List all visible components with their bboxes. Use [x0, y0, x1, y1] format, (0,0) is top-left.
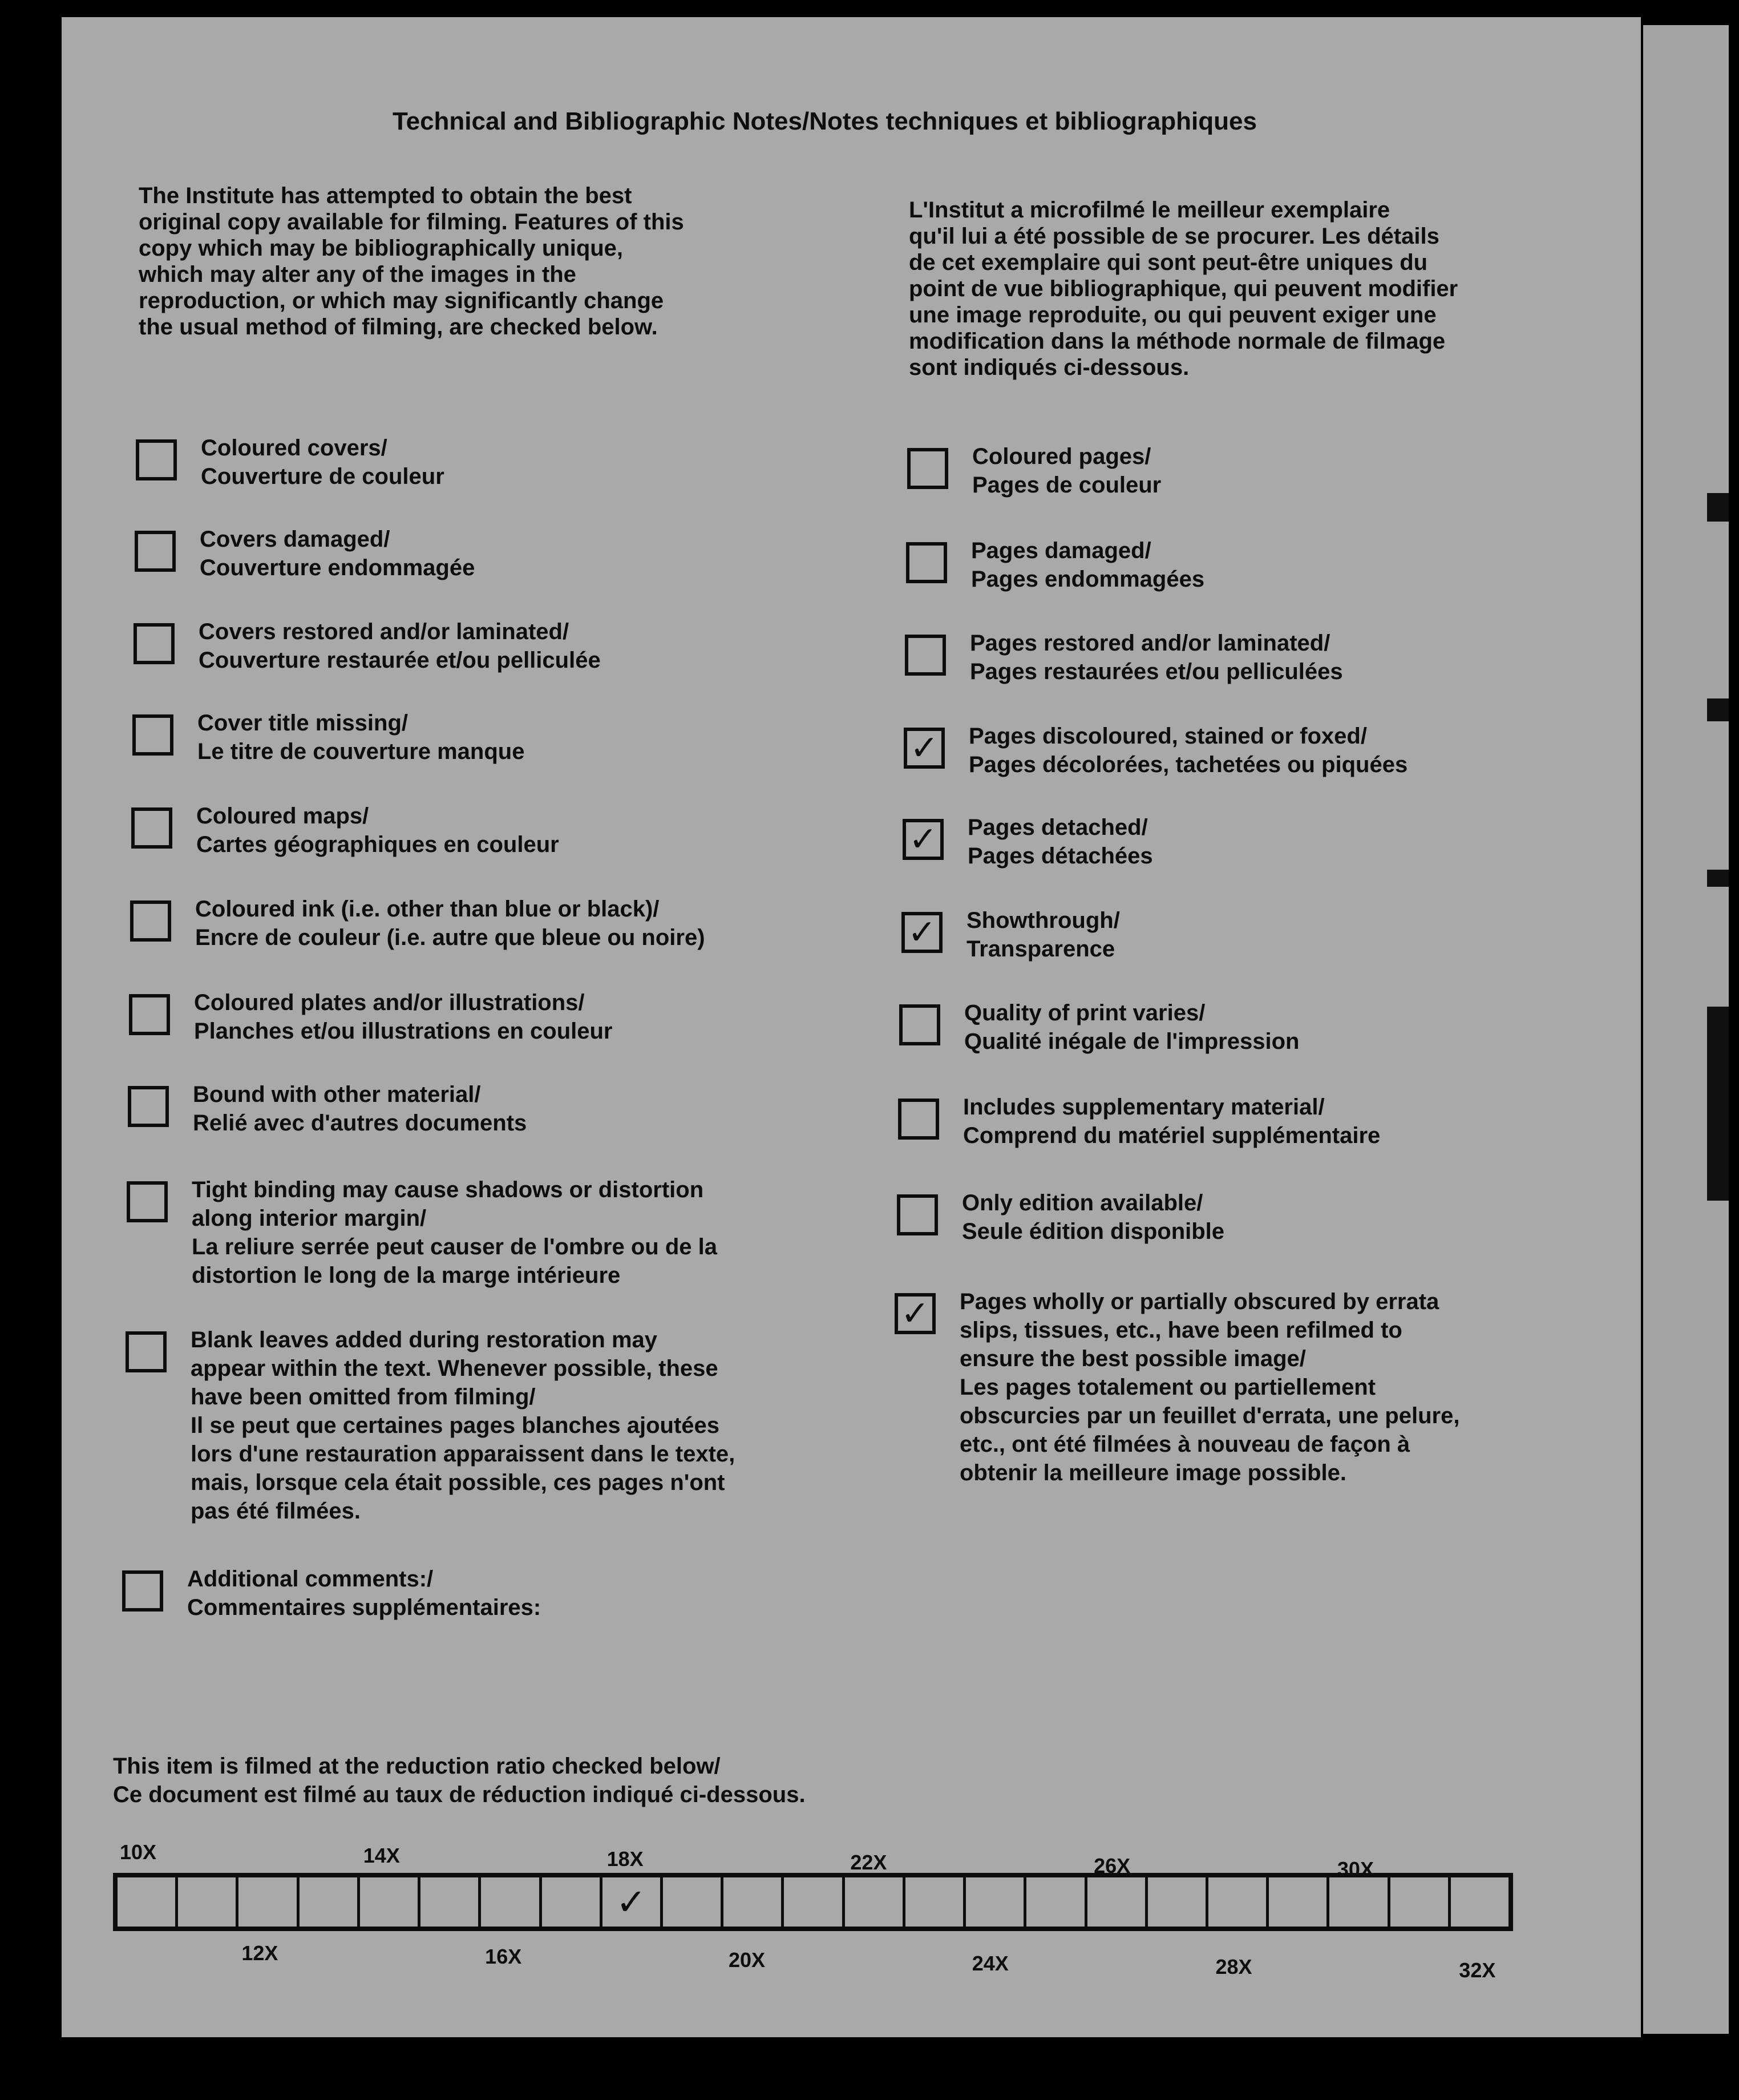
checkbox[interactable]	[906, 542, 947, 583]
checkbox[interactable]: ✓	[895, 1293, 936, 1334]
ratio-bottom-label: 24X	[972, 1952, 1009, 1975]
ratio-cell[interactable]	[300, 1877, 360, 1927]
label-line: Only edition available/	[962, 1190, 1203, 1215]
label-line: obtenir la meilleure image possible.	[960, 1460, 1346, 1485]
label-line: appear within the text. Whenever possible, these	[191, 1356, 718, 1381]
left-item	[131, 803, 559, 859]
label-line: Pages de couleur	[972, 472, 1162, 498]
left-item	[132, 710, 525, 766]
left-item	[136, 435, 444, 491]
label-line: Seule édition disponible	[962, 1219, 1225, 1244]
checkbox-label	[195, 895, 705, 952]
right-item	[907, 444, 1162, 499]
checkbox[interactable]	[897, 1194, 938, 1235]
intro-line: modification dans la méthode normale de filmage	[909, 329, 1446, 354]
intro-line: sont indiqués ci-dessous.	[909, 355, 1190, 380]
left-item	[128, 1082, 527, 1137]
adjacent-page-edge	[1643, 25, 1729, 2034]
label-line: Coloured plates and/or illustrations/	[194, 990, 585, 1015]
ratio-cell[interactable]	[481, 1877, 541, 1927]
right-item	[905, 631, 1343, 686]
left-item	[129, 990, 613, 1045]
ratio-bottom-label: 20X	[728, 1948, 766, 1972]
label-line: etc., ont été filmées à nouveau de façon à	[960, 1432, 1410, 1457]
label-line: slips, tissues, etc., have been refilmed to	[960, 1318, 1402, 1343]
checkbox-label	[201, 434, 444, 491]
right-item	[901, 908, 1120, 963]
ratio-cell[interactable]	[966, 1877, 1026, 1927]
right-item	[903, 815, 1153, 870]
checkbox-label	[962, 1189, 1224, 1246]
ratio-cell[interactable]	[360, 1877, 420, 1927]
ratio-cell[interactable]	[1329, 1877, 1390, 1927]
label-line: Coloured pages/	[972, 444, 1151, 469]
ratio-cell[interactable]	[1390, 1877, 1451, 1927]
left-item	[126, 1327, 735, 1525]
ratio-cell[interactable]	[178, 1877, 238, 1927]
checkbox[interactable]	[907, 448, 948, 489]
ratio-line: This item is filmed at the reduction ratio checked below/	[113, 1754, 721, 1779]
checkbox[interactable]: ✓	[901, 912, 943, 953]
ratio-top-label: 30X	[1337, 1857, 1374, 1881]
label-line: Les pages totalement ou partiellement	[960, 1375, 1376, 1400]
checkbox[interactable]	[135, 531, 176, 572]
label-line: Coloured ink (i.e. other than blue or black)/	[195, 896, 660, 922]
label-line: Covers restored and/or laminated/	[199, 619, 569, 644]
label-line: Covers damaged/	[200, 527, 390, 552]
ratio-top-label: 26X	[1094, 1854, 1131, 1877]
ratio-cell[interactable]	[542, 1877, 602, 1927]
intro-line: original copy available for filming. Features of this	[139, 209, 684, 235]
checkbox[interactable]	[132, 714, 173, 756]
label-line: Commentaires supplémentaires:	[187, 1595, 541, 1620]
checkbox[interactable]: ✓	[904, 728, 945, 769]
checkbox-label	[199, 617, 601, 675]
label-line: pas été filmées.	[191, 1499, 361, 1524]
reduction-ratio-heading	[113, 1752, 806, 1809]
page-title: Technical and Bibliographic Notes/Notes techniques et bibliographiques	[393, 107, 1257, 135]
label-line: Blank leaves added during restoration may	[191, 1327, 658, 1352]
checkbox-label	[194, 988, 613, 1045]
intro-line: copy which may be bibliographically unique,	[139, 236, 624, 261]
label-line: Pages damaged/	[971, 538, 1151, 563]
ratio-top-label: 10X	[120, 1840, 157, 1864]
ratio-cell[interactable]	[723, 1877, 784, 1927]
checkbox[interactable]	[126, 1331, 167, 1372]
ratio-bottom-label: 32X	[1459, 1958, 1496, 1982]
label-line: Cover title missing/	[197, 710, 408, 736]
label-line: mais, lorsque cela était possible, ces pages n'ont	[191, 1470, 725, 1495]
label-line: Additional comments:/	[187, 1566, 434, 1592]
label-line: La reliure serrée peut causer de l'ombre ou de la	[192, 1234, 717, 1259]
ratio-top-label: 14X	[363, 1844, 400, 1867]
label-line: Pages décolorées, tachetées ou piquées	[969, 752, 1408, 777]
ratio-line: Ce document est filmé au taux de réduction indiqué ci-dessous.	[113, 1782, 806, 1807]
label-line: have been omitted from filming/	[191, 1384, 536, 1410]
ratio-cell[interactable]	[845, 1877, 905, 1927]
intro-line: L'Institut a microfilmé le meilleur exemplaire	[909, 197, 1390, 223]
checkbox[interactable]	[899, 1004, 940, 1045]
label-line: Coloured covers/	[201, 435, 387, 461]
checkbox-label	[968, 813, 1153, 870]
ratio-bottom-label: 12X	[241, 1941, 278, 1965]
intro-line: which may alter any of the images in the	[139, 262, 576, 287]
ratio-cell[interactable]	[1269, 1877, 1329, 1927]
document-page	[62, 17, 1641, 2037]
label-line: Couverture restaurée et/ou pelliculée	[199, 648, 601, 673]
checkbox[interactable]	[136, 439, 177, 480]
label-line: Couverture endommagée	[200, 555, 475, 580]
ratio-cell[interactable]	[1148, 1877, 1208, 1927]
ratio-cell[interactable]	[784, 1877, 844, 1927]
label-line: Tight binding may cause shadows or distortion	[192, 1177, 704, 1202]
checkbox[interactable]	[127, 1181, 168, 1222]
checkbox-label	[196, 802, 559, 859]
checkbox[interactable]	[128, 1086, 169, 1127]
ratio-top-label: 18X	[606, 1847, 644, 1871]
checkbox[interactable]	[131, 807, 172, 849]
intro-french	[909, 197, 1458, 381]
ratio-bottom-label: 16X	[485, 1945, 522, 1968]
label-line: Relié avec d'autres documents	[193, 1110, 527, 1136]
label-line: Qualité inégale de l'impression	[964, 1029, 1300, 1054]
right-item	[897, 1190, 1225, 1246]
left-item	[135, 527, 475, 582]
ratio-cell[interactable]	[905, 1877, 966, 1927]
label-line: along interior margin/	[192, 1206, 427, 1231]
reduction-ratio-scale	[113, 1873, 1513, 1931]
ratio-cell[interactable]: ✓	[602, 1877, 663, 1927]
label-line: Couverture de couleur	[201, 464, 444, 489]
ratio-top-label: 22X	[850, 1851, 887, 1874]
label-line: Comprend du matériel supplémentaire	[963, 1123, 1381, 1148]
checkbox-label	[200, 525, 475, 582]
checkbox-label	[960, 1287, 1459, 1487]
label-line: Pages restaurées et/ou pelliculées	[970, 659, 1343, 684]
right-item	[904, 724, 1408, 779]
ratio-cell[interactable]	[420, 1877, 481, 1927]
label-line: Pages restored and/or laminated/	[970, 631, 1330, 656]
label-line: ensure the best possible image/	[960, 1346, 1306, 1371]
label-line: Pages wholly or partially obscured by errata	[960, 1289, 1439, 1314]
label-line: Il se peut que certaines pages blanches ajoutées	[191, 1413, 720, 1438]
label-line: Pages discoloured, stained or foxed/	[969, 724, 1367, 749]
checkbox[interactable]	[122, 1570, 163, 1612]
label-line: Pages détachées	[968, 843, 1153, 869]
intro-line: The Institute has attempted to obtain the best	[139, 183, 632, 208]
left-item	[134, 619, 601, 675]
left-item	[122, 1566, 541, 1622]
label-line: Pages endommagées	[971, 567, 1205, 592]
checkbox-label	[966, 906, 1120, 963]
right-item	[898, 1095, 1381, 1150]
intro-english	[139, 183, 684, 340]
label-line: Planches et/ou illustrations en couleur	[194, 1019, 613, 1044]
checkbox-label	[971, 536, 1204, 593]
checkbox[interactable]: ✓	[903, 819, 944, 860]
intro-line: the usual method of filming, are checked below.	[139, 314, 658, 340]
label-line: Coloured maps/	[196, 803, 369, 829]
checkbox-label	[964, 999, 1299, 1056]
checkbox[interactable]	[898, 1099, 939, 1140]
checkbox[interactable]	[905, 635, 946, 676]
label-line: Cartes géographiques en couleur	[196, 832, 559, 857]
intro-line: une image reproduite, ou qui peuvent exiger une	[909, 302, 1437, 328]
ratio-cell[interactable]	[1026, 1877, 1087, 1927]
label-line: Quality of print varies/	[964, 1000, 1206, 1025]
label-line: obscurcies par un feuillet d'errata, une pelure,	[960, 1403, 1460, 1428]
checkbox[interactable]	[134, 623, 175, 664]
checkbox-label	[191, 1326, 735, 1525]
label-line: Le titre de couverture manque	[197, 739, 525, 764]
label-line: Transparence	[966, 936, 1115, 962]
checkbox-label	[963, 1093, 1380, 1150]
right-item	[899, 1000, 1300, 1056]
label-line: distortion le long de la marge intérieure	[192, 1263, 621, 1288]
label-line: Encre de couleur (i.e. autre que bleue ou noire)	[195, 925, 705, 950]
intro-line: reproduction, or which may significantly change	[139, 288, 664, 313]
checkbox-label	[969, 722, 1408, 779]
left-item	[130, 896, 705, 952]
right-item	[895, 1289, 1460, 1487]
label-line: Pages detached/	[968, 815, 1148, 840]
ratio-cell[interactable]	[1208, 1877, 1269, 1927]
ratio-cell[interactable]	[118, 1877, 178, 1927]
intro-line: qu'il lui a été possible de se procurer. Les détails	[909, 224, 1439, 249]
label-line: Showthrough/	[966, 908, 1120, 933]
ratio-cell[interactable]	[663, 1877, 723, 1927]
right-item	[906, 538, 1205, 593]
ratio-cell[interactable]	[238, 1877, 299, 1927]
checkbox-label	[197, 709, 524, 766]
checkbox-label	[972, 442, 1161, 499]
intro-line: point de vue bibliographique, qui peuvent modifier	[909, 276, 1458, 301]
intro-line: de cet exemplaire qui sont peut-être uniques du	[909, 250, 1428, 275]
checkbox-label	[970, 629, 1343, 686]
left-item	[127, 1177, 717, 1290]
label-line: lors d'une restauration apparaissent dans le texte,	[191, 1441, 735, 1467]
label-line: Bound with other material/	[193, 1082, 481, 1107]
checkbox-label	[193, 1080, 527, 1137]
checkbox[interactable]	[129, 994, 170, 1035]
checkbox-label	[192, 1176, 717, 1290]
ratio-bottom-label: 28X	[1215, 1955, 1252, 1978]
label-line: Includes supplementary material/	[963, 1095, 1325, 1120]
ratio-cell[interactable]	[1087, 1877, 1148, 1927]
checkbox[interactable]	[130, 900, 171, 942]
checkbox-label	[187, 1565, 541, 1622]
ratio-cell[interactable]	[1451, 1877, 1509, 1927]
